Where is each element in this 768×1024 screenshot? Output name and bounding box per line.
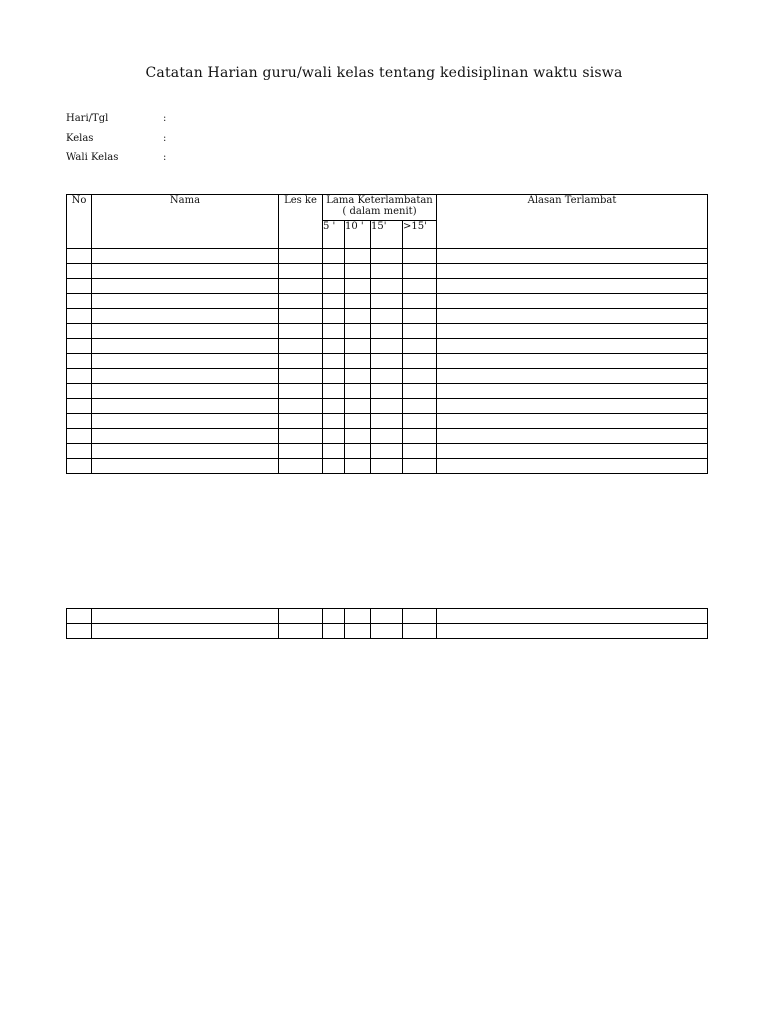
table-header-row xyxy=(67,195,708,221)
document-title: Catatan Harian guru/wali kelas tentang kedisiplinan waktu siswa xyxy=(145,65,623,81)
table-row xyxy=(67,339,708,354)
table-cell xyxy=(371,249,403,264)
table-cell xyxy=(371,294,403,309)
table-cell xyxy=(323,264,345,279)
table-cell xyxy=(92,369,279,384)
header-nama: Nama xyxy=(92,195,279,249)
table-cell xyxy=(345,459,371,474)
table-cell xyxy=(67,444,92,459)
table-cell xyxy=(437,339,708,354)
table-cell xyxy=(92,354,279,369)
table-row xyxy=(67,294,708,309)
table-cell xyxy=(92,279,279,294)
table-cell xyxy=(437,294,708,309)
table-cell xyxy=(345,429,371,444)
table-cell xyxy=(323,414,345,429)
table-cell xyxy=(279,609,323,624)
table-cell xyxy=(345,279,371,294)
table-row xyxy=(67,369,708,384)
table-cell xyxy=(437,309,708,324)
table-cell xyxy=(67,294,92,309)
field-separator: : xyxy=(163,133,167,144)
table-cell xyxy=(67,384,92,399)
table-row xyxy=(67,399,708,414)
table-cell xyxy=(323,309,345,324)
header-lama-title: Lama Keterlambatan xyxy=(326,195,433,206)
table-cell xyxy=(92,429,279,444)
table-cell xyxy=(403,624,437,639)
table-cell xyxy=(323,624,345,639)
table-cell xyxy=(279,279,323,294)
table-cell xyxy=(437,279,708,294)
table-cell xyxy=(67,369,92,384)
table-row xyxy=(67,624,708,639)
field-separator: : xyxy=(163,152,167,163)
table-cell xyxy=(279,294,323,309)
table-cell xyxy=(437,624,708,639)
table-cell xyxy=(345,369,371,384)
table-cell xyxy=(345,249,371,264)
table-row xyxy=(67,429,708,444)
table-cell xyxy=(345,294,371,309)
table-cell xyxy=(323,324,345,339)
table-cell xyxy=(403,264,437,279)
table-cell xyxy=(92,294,279,309)
header-minutes-15: 15' xyxy=(371,221,403,249)
table-cell xyxy=(371,429,403,444)
table-cell xyxy=(67,264,92,279)
table-cell xyxy=(279,249,323,264)
table-cell xyxy=(437,249,708,264)
table-row xyxy=(67,414,708,429)
table-cell xyxy=(92,249,279,264)
table-cell xyxy=(345,309,371,324)
table-cell xyxy=(345,384,371,399)
table-cell xyxy=(371,609,403,624)
table-row xyxy=(67,324,708,339)
table-cell xyxy=(345,354,371,369)
table-cell xyxy=(92,399,279,414)
header-minutes-10: 10 ' xyxy=(345,221,371,249)
table-cell xyxy=(403,279,437,294)
table-cell xyxy=(279,414,323,429)
table-cell xyxy=(371,399,403,414)
field-wali-kelas xyxy=(66,152,166,163)
table-cell xyxy=(67,279,92,294)
table-cell xyxy=(345,324,371,339)
table-cell xyxy=(403,249,437,264)
table-cell xyxy=(92,264,279,279)
table-row xyxy=(67,279,708,294)
table-row xyxy=(67,459,708,474)
table-cell xyxy=(437,324,708,339)
table-cell xyxy=(437,444,708,459)
table-cell xyxy=(92,339,279,354)
table-cell xyxy=(371,414,403,429)
table-cell xyxy=(67,339,92,354)
table-cell xyxy=(371,444,403,459)
table-cell xyxy=(437,414,708,429)
table-cell xyxy=(403,384,437,399)
table-cell xyxy=(437,609,708,624)
table-cell xyxy=(437,264,708,279)
table-cell xyxy=(403,429,437,444)
table-cell xyxy=(403,399,437,414)
table-cell xyxy=(92,444,279,459)
table-cell xyxy=(92,414,279,429)
table-cell xyxy=(345,414,371,429)
table-cell xyxy=(371,309,403,324)
table-cell xyxy=(67,249,92,264)
table-cell xyxy=(345,624,371,639)
table-cell xyxy=(279,384,323,399)
table-cell xyxy=(279,444,323,459)
table-cell xyxy=(279,624,323,639)
table-cell xyxy=(323,384,345,399)
table-cell xyxy=(371,624,403,639)
table-cell xyxy=(92,384,279,399)
table-cell xyxy=(67,609,92,624)
table-cell xyxy=(403,444,437,459)
table-cell xyxy=(67,459,92,474)
table-cell xyxy=(279,369,323,384)
table-cell xyxy=(437,399,708,414)
table-cell xyxy=(437,459,708,474)
extra-rows-table xyxy=(66,608,708,639)
table-row xyxy=(67,384,708,399)
table-row xyxy=(67,609,708,624)
header-no: No xyxy=(67,195,92,249)
table-cell xyxy=(403,459,437,474)
table-cell xyxy=(403,414,437,429)
table-cell xyxy=(67,354,92,369)
table-row xyxy=(67,354,708,369)
table-cell xyxy=(279,324,323,339)
table-cell xyxy=(437,369,708,384)
table-cell xyxy=(403,339,437,354)
table-cell xyxy=(323,354,345,369)
table-row xyxy=(67,264,708,279)
table-cell xyxy=(403,294,437,309)
table-cell xyxy=(371,279,403,294)
table-cell xyxy=(67,414,92,429)
table-cell xyxy=(345,339,371,354)
table-cell xyxy=(67,624,92,639)
table-cell xyxy=(437,429,708,444)
table-cell xyxy=(371,264,403,279)
table-cell xyxy=(92,324,279,339)
table-cell xyxy=(279,354,323,369)
table-cell xyxy=(437,384,708,399)
header-minutes-over-15: >15' xyxy=(403,221,437,249)
field-hari-tgl xyxy=(66,113,166,124)
table-cell xyxy=(279,399,323,414)
header-les-ke: Les ke xyxy=(279,195,323,249)
field-label: Wali Kelas xyxy=(66,152,119,163)
table-cell xyxy=(92,459,279,474)
field-separator: : xyxy=(163,113,167,124)
header-minutes-5: 5 ' xyxy=(323,221,345,249)
table-cell xyxy=(279,429,323,444)
table-cell xyxy=(323,249,345,264)
table-cell xyxy=(403,324,437,339)
table-row xyxy=(67,444,708,459)
table-cell xyxy=(67,309,92,324)
table-cell xyxy=(323,294,345,309)
table-row xyxy=(67,309,708,324)
field-kelas xyxy=(66,133,166,144)
table-cell xyxy=(67,399,92,414)
table-cell xyxy=(371,339,403,354)
table-cell xyxy=(371,384,403,399)
table-row xyxy=(67,249,708,264)
table-cell xyxy=(92,624,279,639)
table-cell xyxy=(323,429,345,444)
table-cell xyxy=(403,369,437,384)
table-cell xyxy=(371,369,403,384)
field-label: Hari/Tgl xyxy=(66,113,109,124)
table-cell xyxy=(323,399,345,414)
table-cell xyxy=(92,309,279,324)
table-cell xyxy=(323,369,345,384)
table-cell xyxy=(345,399,371,414)
table-cell xyxy=(323,444,345,459)
table-cell xyxy=(279,459,323,474)
table-cell xyxy=(371,354,403,369)
table-cell xyxy=(279,264,323,279)
header-lama-subtitle: ( dalam menit) xyxy=(342,206,417,217)
lateness-table xyxy=(66,194,708,474)
table-cell xyxy=(403,354,437,369)
table-cell xyxy=(437,354,708,369)
table-cell xyxy=(279,309,323,324)
table-cell xyxy=(323,279,345,294)
table-cell xyxy=(323,609,345,624)
table-cell xyxy=(323,339,345,354)
table-cell xyxy=(323,459,345,474)
table-cell xyxy=(279,339,323,354)
table-cell xyxy=(92,609,279,624)
header-lama-keterlambatan xyxy=(323,195,437,221)
header-alasan: Alasan Terlambat xyxy=(437,195,708,249)
table-cell xyxy=(403,309,437,324)
table-cell xyxy=(403,609,437,624)
table-cell xyxy=(345,444,371,459)
table-cell xyxy=(67,429,92,444)
table-cell xyxy=(371,324,403,339)
table-cell xyxy=(345,609,371,624)
table-cell xyxy=(345,264,371,279)
table-cell xyxy=(67,324,92,339)
field-label: Kelas xyxy=(66,133,94,144)
table-cell xyxy=(371,459,403,474)
